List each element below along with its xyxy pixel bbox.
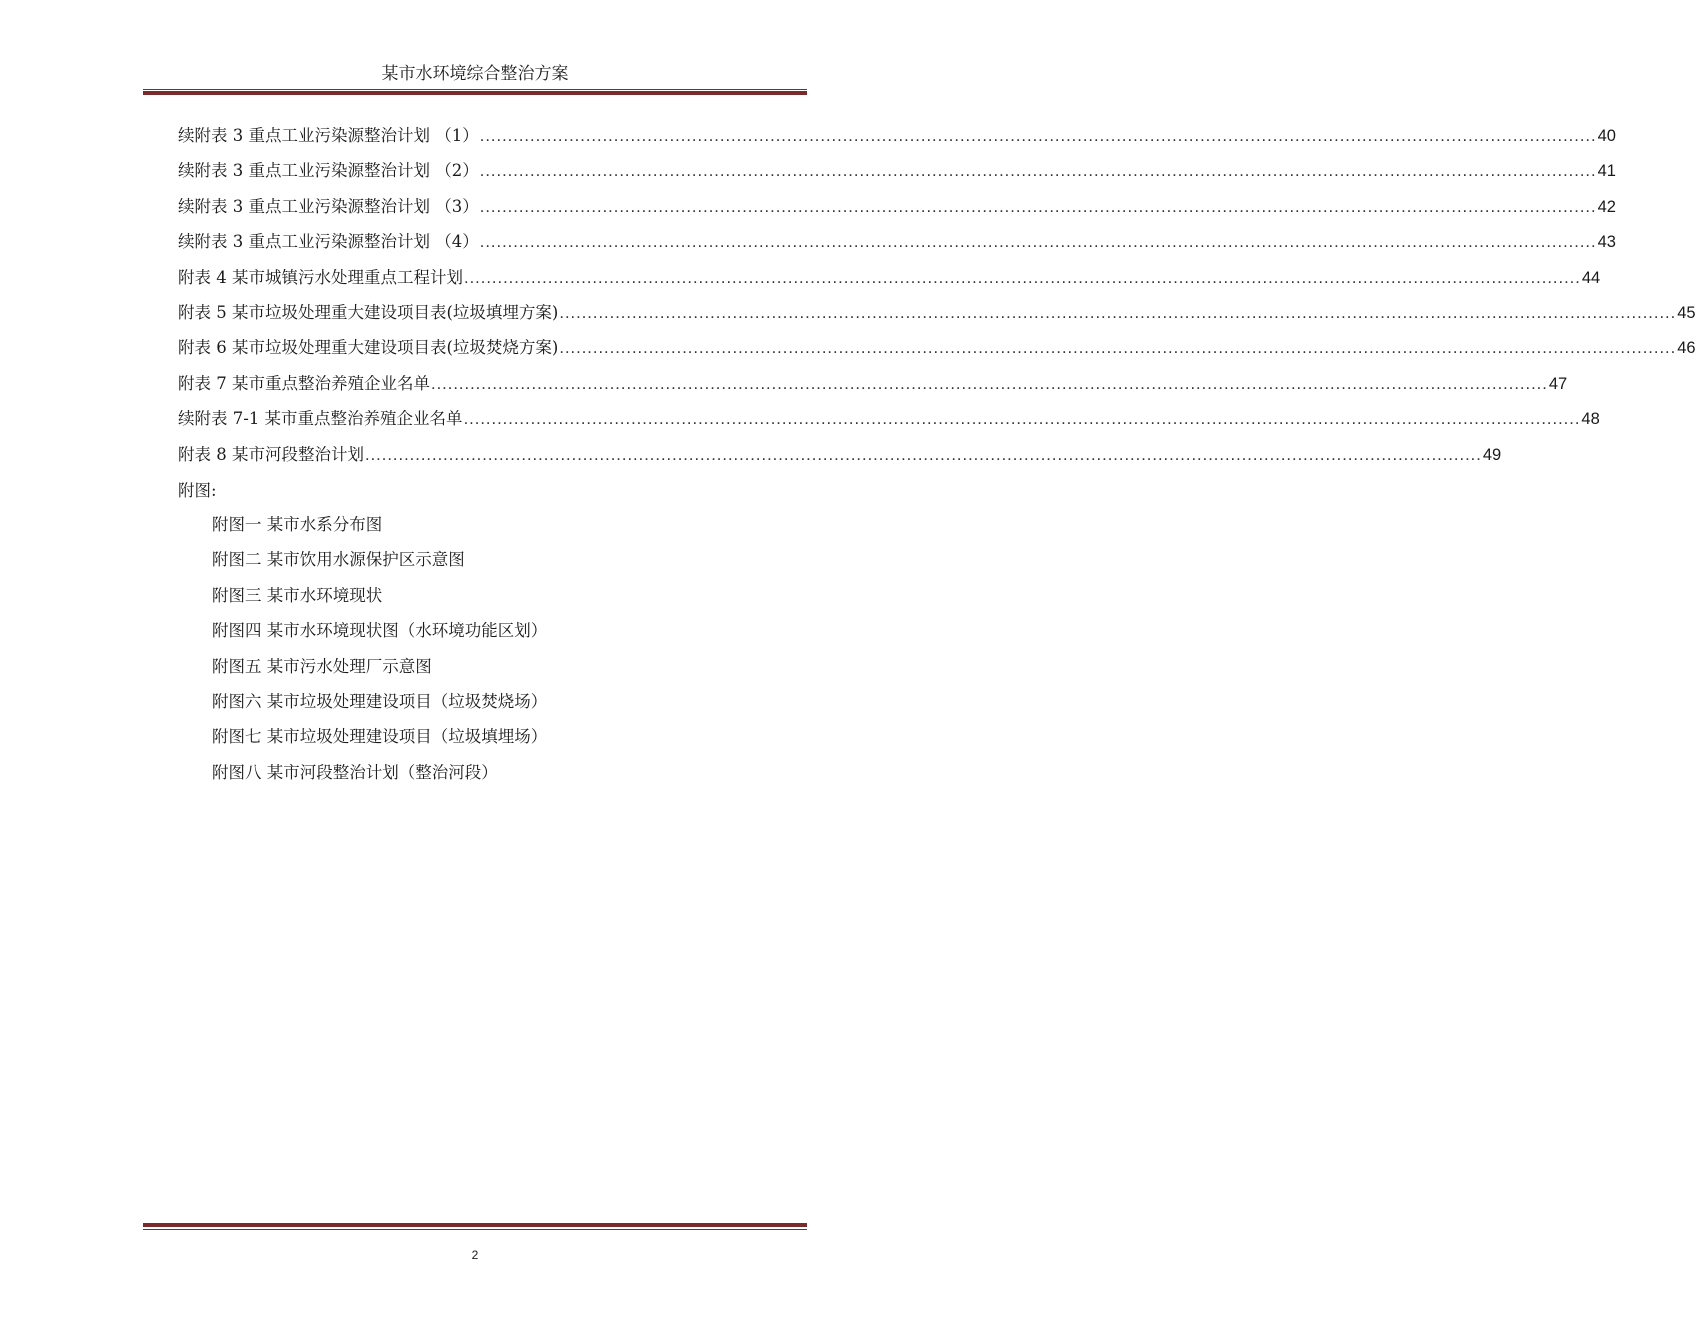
toc-entry-page: 40: [1597, 127, 1616, 145]
table-of-contents: [178, 118, 1696, 472]
toc-entry-title: 附表 8 某市河段整治计划: [178, 444, 364, 464]
toc-entry[interactable]: [178, 224, 1616, 259]
page-header-title: 某市水环境综合整治方案: [381, 64, 569, 84]
toc-entry[interactable]: [178, 295, 1696, 330]
toc-leader-dots: ........................................................................................................................................................................................................: [431, 374, 1548, 393]
toc-entry-page: 43: [1597, 233, 1616, 252]
toc-entry[interactable]: [178, 153, 1616, 188]
toc-leader-dots: ........................................................................................................................................................................................................: [479, 233, 1597, 252]
footer-rule-thin: [143, 1229, 807, 1230]
figure-list-item: 附图六 某市垃圾处理建设项目（垃圾焚烧场）: [212, 691, 548, 711]
figures-list: [212, 507, 547, 790]
toc-leader-dots: ........................................................................................................................................................................................................: [479, 162, 1597, 181]
toc-entry-title: 附表 5 某市垃圾处理重大建设项目表(垃圾填埋方案): [178, 302, 559, 322]
header-rule-thick: [143, 91, 807, 95]
figure-list-item: 附图七 某市垃圾处理建设项目（垃圾填埋场）: [212, 727, 548, 747]
toc-entry[interactable]: [178, 366, 1568, 401]
page-number: 2: [471, 1248, 479, 1262]
toc-leader-dots: ........................................................................................................................................................................................................: [365, 445, 1482, 464]
toc-entry-title: 附表 7 某市重点整治养殖企业名单: [178, 373, 430, 393]
toc-entry-title: 续附表 7-1 某市重点整治养殖企业名单: [178, 409, 463, 429]
toc-entry-page: 42: [1597, 197, 1616, 216]
toc-entry[interactable]: [178, 437, 1502, 472]
toc-entry-page: 48: [1581, 410, 1600, 429]
toc-entry-title: 续附表 3 重点工业污染源整治计划 （4）: [178, 232, 479, 252]
toc-leader-dots: ........................................................................................................................................................................................................: [479, 197, 1597, 216]
toc-entry-page: 41: [1597, 162, 1616, 181]
toc-entry-page: 45: [1677, 303, 1696, 322]
figure-list-item: 附图三 某市水环境现状: [212, 585, 383, 605]
figure-list-item: 附图五 某市污水处理厂示意图: [212, 656, 432, 676]
figure-list-item: 附图一 某市水系分布图: [212, 515, 383, 534]
toc-entry-title: 续附表 3 重点工业污染源整治计划 （2）: [178, 161, 479, 181]
toc-leader-dots: ........................................................................................................................................................................................................: [479, 127, 1597, 145]
toc-leader-dots: ........................................................................................................................................................................................................: [464, 268, 1581, 287]
footer-rule-thick: [143, 1223, 807, 1227]
toc-entry[interactable]: [178, 330, 1696, 365]
toc-leader-dots: ........................................................................................................................................................................................................: [463, 410, 1581, 429]
toc-entry-title: 续附表 3 重点工业污染源整治计划 （3）: [178, 196, 479, 216]
figure-list-item: 附图二 某市饮用水源保护区示意图: [212, 550, 465, 570]
toc-leader-dots: ........................................................................................................................................................................................................: [559, 303, 1677, 322]
toc-entry-title: 续附表 3 重点工业污染源整治计划 （1）: [178, 126, 479, 145]
figures-heading: 附图:: [178, 481, 217, 500]
toc-entry-title: 附表 6 某市垃圾处理重大建设项目表(垃圾焚烧方案): [178, 338, 559, 358]
toc-leader-dots: ........................................................................................................................................................................................................: [559, 339, 1677, 358]
toc-entry[interactable]: [178, 401, 1600, 436]
toc-entry[interactable]: [178, 260, 1601, 295]
toc-entry-page: 47: [1548, 374, 1568, 393]
header-rule-thin: [143, 89, 807, 90]
toc-entry[interactable]: [178, 118, 1616, 153]
toc-entry-page: 49: [1482, 445, 1502, 464]
figure-list-item: 附图四 某市水环境现状图（水环境功能区划）: [212, 621, 548, 641]
figure-list-item: 附图八 某市河段整治计划（整治河段）: [212, 762, 498, 782]
toc-entry-page: 44: [1581, 268, 1601, 287]
toc-entry-title: 附表 4 某市城镇污水处理重点工程计划: [178, 267, 463, 287]
toc-entry[interactable]: [178, 189, 1616, 224]
toc-entry-page: 46: [1677, 339, 1696, 358]
